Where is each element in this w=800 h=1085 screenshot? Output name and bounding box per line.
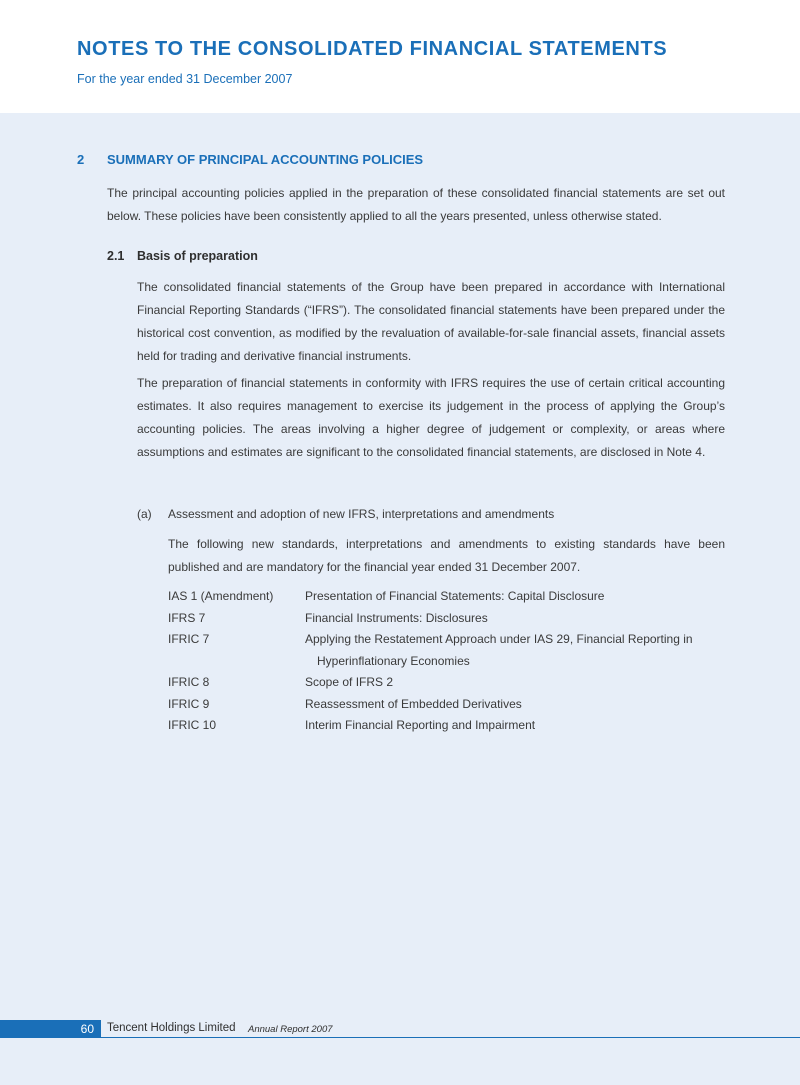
standard-description: Reassessment of Embedded Derivatives — [305, 696, 522, 711]
standard-description: Presentation of Financial Statements: Capital Disclosure — [305, 589, 605, 603]
standard-description-block — [305, 629, 725, 672]
standard-description: Interim Financial Reporting and Impairment — [305, 718, 536, 732]
list-item — [168, 694, 725, 716]
standard-description: Financial Instruments: Disclosures — [305, 610, 488, 625]
section-intro-paragraph: The principal accounting policies applied in the preparation of these consolidated financial statements are set out below. These policies have been consistently applied to all the years presented, unless otherwise stated. — [107, 186, 725, 223]
subsection-title: Basis of preparation — [137, 249, 258, 263]
standard-code: IAS 1 (Amendment) — [168, 589, 274, 603]
page-title: NOTES TO THE CONSOLIDATED FINANCIAL STATEMENTS — [77, 38, 668, 60]
standard-description: Applying the Restatement Approach under IAS 29, Financial Reporting in — [305, 632, 693, 646]
list-item — [168, 672, 725, 694]
footer-rule — [0, 1037, 800, 1038]
subsection-number: 2.1 — [107, 249, 125, 263]
page-number-box — [0, 1020, 101, 1038]
list-item — [168, 586, 725, 608]
list-item — [168, 715, 725, 737]
standard-code: IFRIC 8 — [168, 675, 210, 689]
basis-paragraph-1: The consolidated financial statements of the Group have been prepared in accordance with International Financial Reporting Standards (“IFRS”). The consolidated financial statements have been prepared under the historical cost convention, as modified by the revaluation of available-for-sale financial assets, financial assets held for trading and derivative financial instruments. — [137, 280, 725, 363]
section-number: 2 — [77, 152, 85, 167]
standard-code: IFRS 7 — [168, 610, 206, 625]
item-a-label: (a) — [137, 507, 152, 521]
list-item — [168, 608, 725, 630]
basis-paragraph-2: The preparation of financial statements in conformity with IFRS requires the use of certain critical accounting estimates. It also requires management to exercise its judgement in the process of applying the Group’s accounting policies. The areas involving a higher degree of judgement or complexity, or areas where assumptions and estimates are significant to the consolidated financial statements, are disclosed in Note 4. — [137, 376, 725, 459]
standard-description: Scope of IFRS 2 — [305, 675, 394, 689]
page-header — [0, 0, 800, 113]
standard-code: IFRIC 9 — [168, 696, 210, 711]
standard-code: IFRIC 7 — [168, 632, 210, 646]
section-title: SUMMARY OF PRINCIPAL ACCOUNTING POLICIES — [107, 152, 424, 167]
standard-code: IFRIC 10 — [168, 718, 217, 732]
standard-description-continued: Hyperinflationary Economies — [317, 653, 470, 668]
footer-company-name: Tencent Holdings Limited — [107, 1022, 236, 1034]
page-number: 60 — [80, 1022, 94, 1036]
item-a-paragraph: The following new standards, interpretations and amendments to existing standards have been published and are mandatory for the financial year ended 31 December 2007. — [168, 537, 725, 574]
item-a-title: Assessment and adoption of new IFRS, interpretations and amendments — [168, 507, 555, 521]
standards-list — [168, 586, 725, 737]
page-subtitle: For the year ended 31 December 2007 — [77, 72, 293, 86]
list-item — [168, 629, 725, 672]
footer-report-name: Annual Report 2007 — [248, 1024, 333, 1035]
